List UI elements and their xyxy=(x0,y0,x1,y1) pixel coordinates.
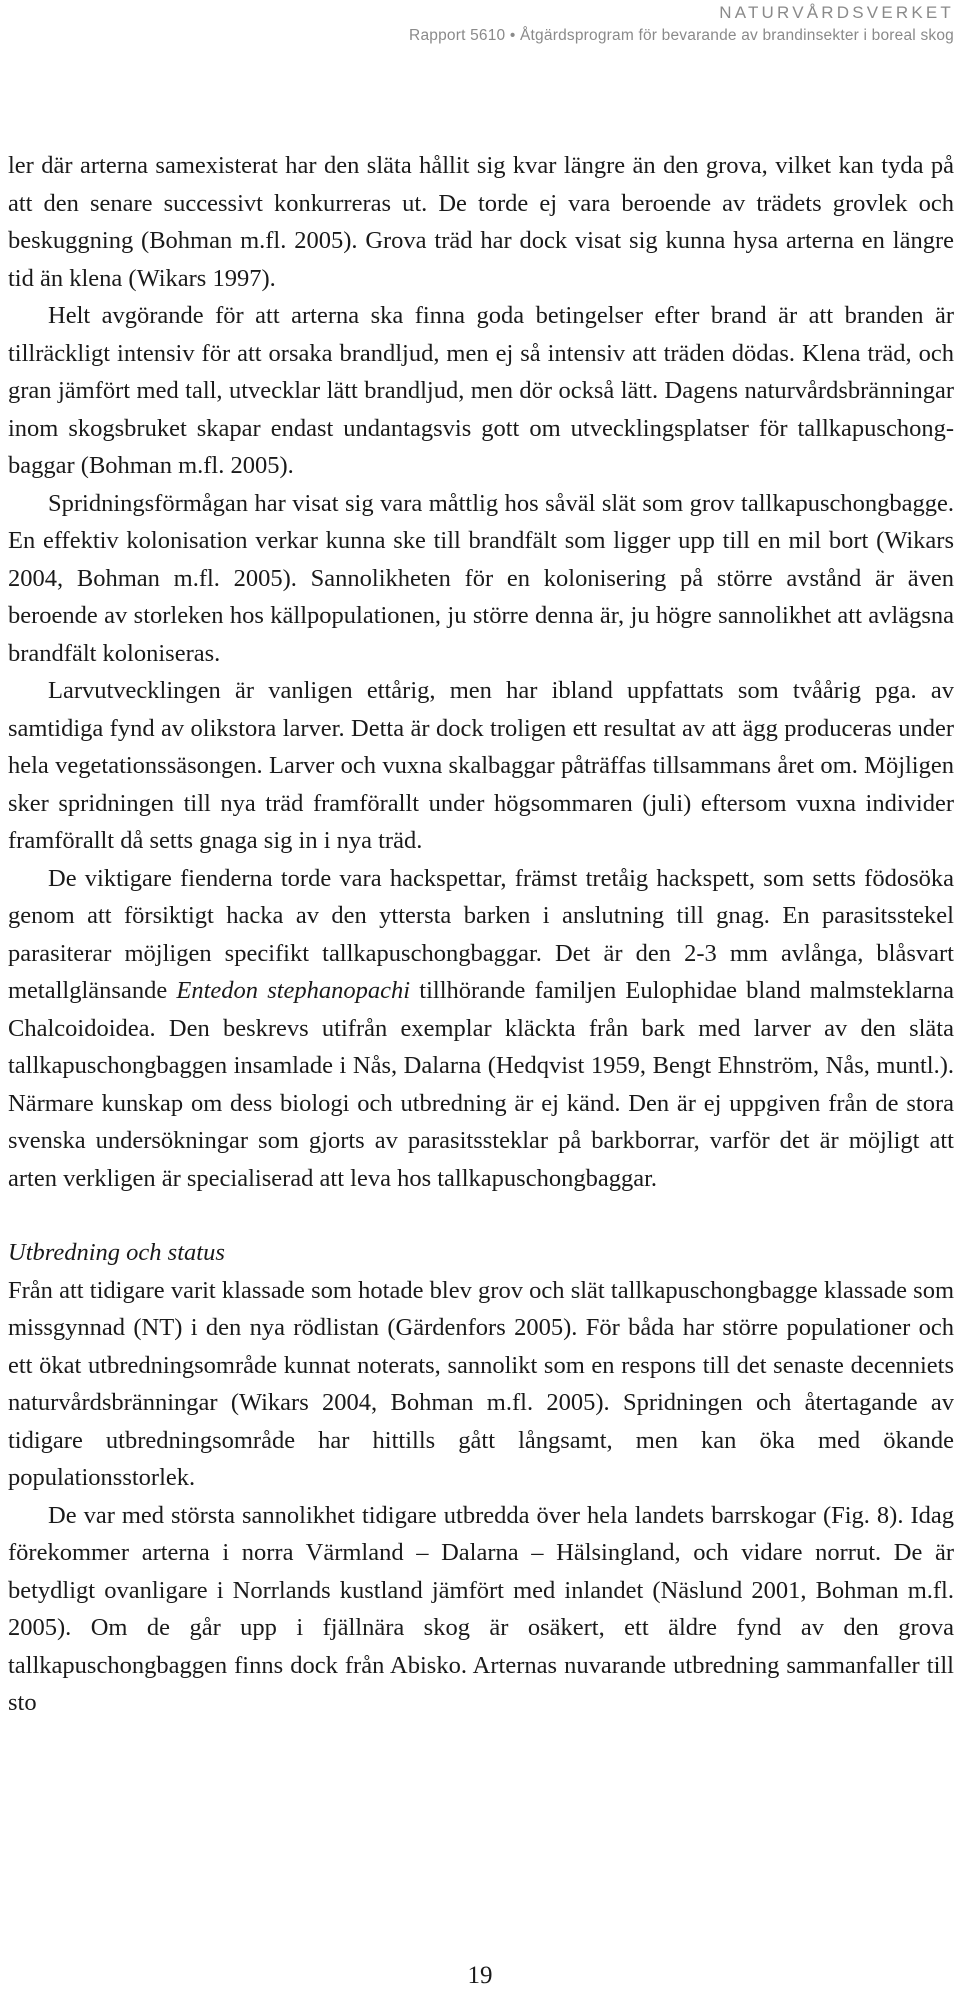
paragraph-1: ler där arterna samexisterat har den släta hållit sig kvar längre än den grova, vilket kan tyda på att den senare successivt konkurreras ut. De torde ej vara beroende av trädets grovlek och beskuggning (Bohman m.fl. 2005). Grova träd har dock visat sig kunna hysa arterna en längre tid än klena (Wikars 1997). xyxy=(8,152,954,292)
running-header xyxy=(409,1,954,46)
paragraph-7: De var med största sannolikhet tidigare utbredda över hela landets barrskogar (Fig. 8). Idag förekommer arterna i norra Värmland – Dalarna – Hälsingland, och vidare norrut. De är betydligt ovanligare i Norrlands kustland jämfört med inlandet (Näslund 2001, Bohman m.fl. 2005). Om de går upp i fjällnära skog är osäkert, ett äldre fynd av den grova tallkapuschongbaggen finns dock från Abisko. Arternas nuvarande utbredning sammanfaller till sto xyxy=(8,1501,954,1716)
species-name: Entedon stephanopachi xyxy=(176,977,411,1004)
paragraph-3: Spridningsförmågan har visat sig vara måttlig hos såväl slät som grov tallkapuschongbagge. En effektiv kolonisation verkar kunna ske till brandfält som ligger upp till en mil bort (Wikars 2004, Bohman m.fl. 2005). Sannolikheten för en kolonisering på större avstånd är även beroende av storleken hos källpopulationen, ju större denna är, ju högre sannolikhet att avlägsna brandfält koloniseras. xyxy=(8,489,954,667)
section-heading: Utbredning och status xyxy=(8,1239,225,1266)
paragraph-5-part-b: tillhörande familjen Eulophidae bland malmsteklarna Chalcoidoidea. Den beskrevs utifrån exemplar kläckta från bark med larver av den släta tallkapuschongbaggen insamlade i Nås, Dalarna (Hedqvist 1959, Bengt Ehnström, Nås, muntl.). Närmare kunskap om dess biologi och utbredning är ej känd. Den är ej uppgiven från de stora svenska undersökningar som gjorts av parasitssteklar på barkborrar, varför det är möjligt att arten verkligen är specialiserad att leva hos tallkapuschongbaggar. xyxy=(8,977,954,1192)
report-title: Rapport 5610 • Åtgärdsprogram för bevarande av brandinsekter i boreal skog xyxy=(409,27,954,44)
agency-name: NATURVÅRDSVERKET xyxy=(719,3,954,22)
paragraph-5-part-a: De viktigare fienderna torde vara hackspettar, främst tretåig hackspett, som setts födosöka genom att försiktigt hacka av den yttersta barken i anslutning till gnag. En parasitsstekel parasiterar möjligen specifikt tallkapuschongbaggar. Det är den 2-3 mm avlånga, blåsvart metallglänsande xyxy=(8,864,954,1004)
paragraph-2: Helt avgörande för att arterna ska finna goda betingelser efter brand är att branden är tillräckligt intensiv för att orsaka brandljud, men ej så intensiv att träden dödas. Klena träd, och gran jämfört med tall, utvecklar lätt brandljud, men dör också lätt. Dagens naturvårdsbränningar inom skogsbruket skapar endast undantagsvis gott om utvecklingsplatser för tallkapuschongbaggar (Bohman m.fl. 2005). xyxy=(8,302,954,479)
page-number: 19 xyxy=(467,1962,493,1989)
paragraph-5 xyxy=(8,860,954,1198)
paragraph-6: Från att tidigare varit klassade som hotade blev grov och slät tallkapuschongbagge klassade som missgynnad (NT) i den nya rödlistan (Gärdenfors 2005). För båda har större populationer och ett ökat utbredningsområde kunnat noterats, sannolikt som en respons till det senaste decenniets naturvårdsbränningar (Wikars 2004, Bohman m.fl. 2005). Spridningen och återtagande av tidigare utbredningsområde har hittills gått långsamt, men kan öka med ökande populationsstorlek. xyxy=(8,1276,954,1491)
body-text xyxy=(8,147,954,1722)
paragraph-4: Larvutvecklingen är vanligen ettårig, men har ibland uppfattats som tvåårig pga. av samtidiga fynd av olikstora larver. Detta är dock troligen ett resultat av att ägg produceras under hela vegetationssäsongen. Larver och vuxna skalbaggar påträffas tillsammans året om. Möjligen sker spridningen till nya träd framförallt under högsommaren (juli) eftersom vuxna individer framförallt då setts gnaga sig in i nya träd. xyxy=(8,677,954,854)
